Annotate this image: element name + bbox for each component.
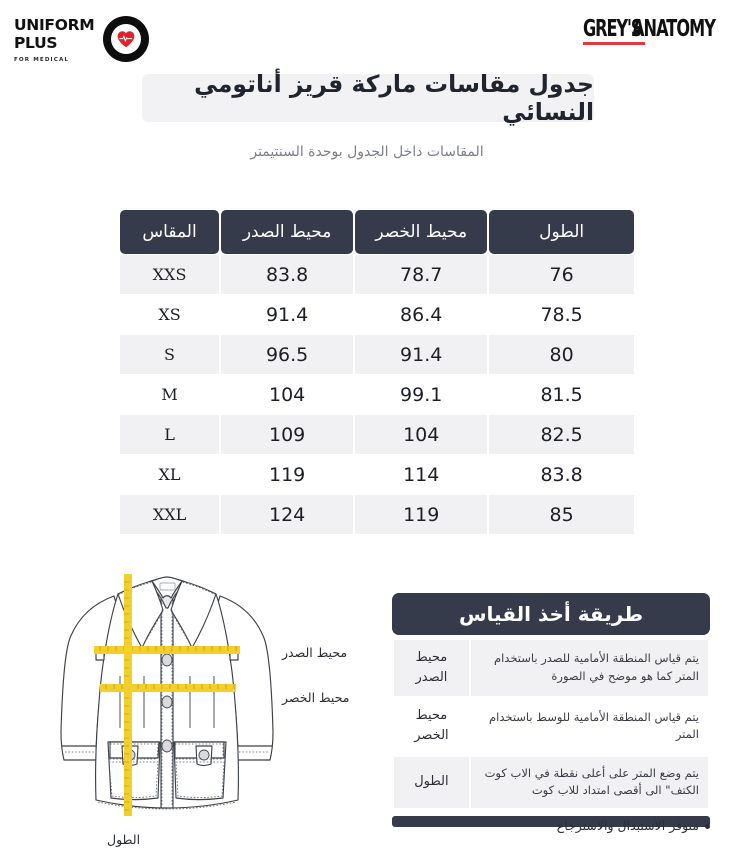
measure-description: يتم قياس المنطقة الأمامية للصدر باستخدام المتر كما هو موضح في الصورة — [471, 640, 708, 696]
cell-chest: 91.4 — [221, 295, 353, 334]
how-to-measure-panel — [392, 593, 710, 827]
brand-line-2: PLUS — [14, 33, 58, 52]
measure-label: محيط الصدر — [394, 640, 469, 696]
cell-length: 80 — [489, 335, 634, 374]
footer-note-text: متوفر الاستبدال والاسترجاع — [556, 818, 699, 833]
illustration-label-length: الطول — [107, 832, 141, 847]
column-header-chest: محيط الصدر — [221, 210, 353, 254]
cell-size: L — [120, 415, 219, 454]
cell-chest: 119 — [221, 455, 353, 494]
table-row — [120, 295, 634, 334]
cell-waist: 78.7 — [355, 255, 487, 294]
measure-description: يتم قياس المنطقة الأمامية للوسط باستخدام المتر — [471, 698, 708, 754]
cell-size: XL — [120, 455, 219, 494]
cell-chest: 104 — [221, 375, 353, 414]
column-header-length: الطول — [489, 210, 634, 254]
measure-row — [394, 640, 708, 696]
uniform-plus-logo — [14, 16, 149, 63]
cell-length: 85 — [489, 495, 634, 534]
panel-title: طريقة أخذ القياس — [392, 593, 710, 635]
cell-waist: 86.4 — [355, 295, 487, 334]
table-row — [120, 255, 634, 294]
greys-anatomy-word-2: ANATOMY — [631, 16, 715, 42]
cell-size: XXS — [120, 255, 219, 294]
measure-label: الطول — [394, 757, 469, 809]
cell-length: 78.5 — [489, 295, 634, 334]
illustration-label-waist: محيط الخصر — [282, 690, 350, 705]
page-subtitle: المقاسات داخل الجدول بوحدة السنتيمتر — [250, 144, 484, 160]
table-row — [120, 415, 634, 454]
table-row — [120, 375, 634, 414]
table-header-row — [120, 210, 634, 254]
cell-size: XS — [120, 295, 219, 334]
measure-label: محيط الخصر — [394, 698, 469, 754]
page-title — [142, 70, 594, 126]
cell-waist: 99.1 — [355, 375, 487, 414]
table-row — [120, 335, 634, 374]
cell-length: 76 — [489, 255, 634, 294]
bullet-icon — [705, 824, 710, 829]
cell-size: S — [120, 335, 219, 374]
measure-row — [394, 757, 708, 809]
measure-description: يتم وضع المتر على أعلى نقطة في الاب كوت الكتف" الى أقصى امتداد للاب كوت — [471, 757, 708, 809]
column-header-waist: محيط الخصر — [355, 210, 487, 254]
cell-length: 82.5 — [489, 415, 634, 454]
cell-chest: 124 — [221, 495, 353, 534]
cell-waist: 114 — [355, 455, 487, 494]
cell-length: 81.5 — [489, 375, 634, 414]
footer-note — [557, 818, 710, 833]
page-title-text: جدول مقاسات ماركة قريز أناتومي النسائي — [194, 70, 594, 126]
table-row — [120, 455, 634, 494]
cell-size: XXL — [120, 495, 219, 534]
cell-length: 83.8 — [489, 455, 634, 494]
greys-anatomy-underline — [583, 42, 645, 45]
cell-size: M — [120, 375, 219, 414]
cell-chest: 83.8 — [221, 255, 353, 294]
greys-anatomy-logo — [583, 18, 734, 45]
cell-waist: 119 — [355, 495, 487, 534]
lab-coat-illustration — [52, 556, 282, 824]
brand-tagline: FOR MEDICAL — [14, 57, 70, 63]
table-row — [120, 495, 634, 534]
heart-pulse-icon — [103, 16, 149, 62]
cell-chest: 109 — [221, 415, 353, 454]
cell-waist: 104 — [355, 415, 487, 454]
cell-chest: 96.5 — [221, 335, 353, 374]
measure-row — [394, 698, 708, 754]
brand-line-1: UNIFORM — [14, 16, 95, 34]
greys-anatomy-word-1: GREY'S — [582, 16, 642, 42]
size-table — [118, 209, 636, 535]
cell-waist: 91.4 — [355, 335, 487, 374]
column-header-size: المقاس — [120, 210, 219, 254]
illustration-label-chest: محيط الصدر — [282, 645, 348, 660]
